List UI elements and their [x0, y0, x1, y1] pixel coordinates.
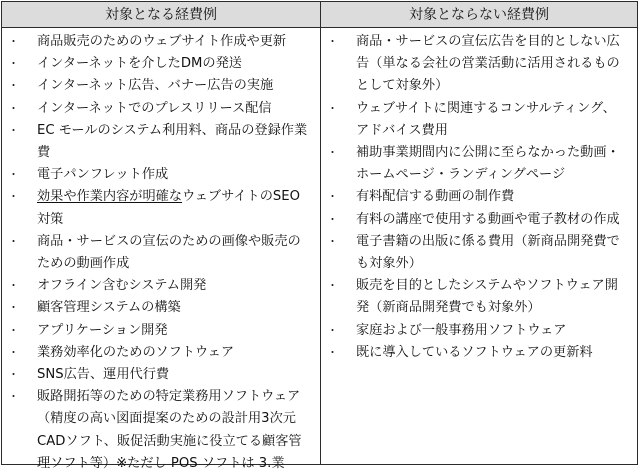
bullet: ・: [327, 279, 338, 293]
list-item: ・ 商品販売のためのウェブサイト作成や更新: [2, 31, 320, 53]
list-item: ・ 商品・サービスの宣伝広告を目的としない広告（単なる会社の営業活動に活用されるものとして対象外）: [321, 31, 637, 98]
header-ineligible: 対象とならない経費例: [321, 2, 637, 28]
list-item: ・ 補助事業期間内に公開に至らなかった動画・ホームページ・ランディングページ: [321, 142, 637, 186]
bullet: ・: [8, 79, 19, 93]
bullet: ・: [8, 168, 19, 182]
bullet: ・: [8, 57, 19, 71]
underlined-text: 効果や作業内容が明確な: [37, 189, 183, 205]
bullet: ・: [327, 323, 338, 337]
list-item: ・ 販売を目的としたシステムやソフトウェア開発（新商品開発費でも対象外）: [321, 275, 637, 319]
list-item: ・ 既に導入しているソフトウェアの更新料: [321, 342, 637, 364]
bullet: ・: [8, 345, 19, 359]
bullet: ・: [8, 123, 19, 137]
bullet: ・: [8, 323, 19, 337]
list-item: ・ 家庭および一般事務用ソフトウェア: [321, 320, 637, 342]
bullet: ・: [327, 345, 338, 359]
list-item: ・ 有料の講座で使用する動画や電子教材の作成: [321, 209, 637, 231]
bullet: ・: [8, 390, 19, 404]
eligible-list: [2, 31, 320, 475]
bullet: ・: [327, 190, 338, 204]
list-item: ・ インターネット広告、バナー広告の実施: [2, 75, 320, 97]
list-item: ・ SNS広告、運用代行費: [2, 364, 320, 386]
bullet: ・: [8, 234, 19, 248]
list-item: ・ ウェブサイトに関連するコンサルティング、アドバイス費用: [321, 98, 637, 142]
list-item: ・ 電子書籍の出版に係る費用（新商品開発費でも対象外）: [321, 231, 637, 275]
bullet: ・: [8, 190, 19, 204]
list-item: ・ 有料配信する動画の制作費: [321, 186, 637, 208]
list-item: ・ 電子パンフレット作成: [2, 164, 320, 186]
list-item: ・ EC モールのシステム利用料、商品の登録作業費: [2, 120, 320, 164]
list-item: ・ 業務効率化のためのソフトウェア: [2, 342, 320, 364]
bullet: ・: [327, 35, 338, 48]
list-item: ・ 顧客管理システムの構築: [2, 297, 320, 319]
list-item: ・ オフライン含むシステム開発: [2, 275, 320, 297]
expense-table: [1, 1, 638, 471]
header-eligible: 対象となる経費例: [2, 2, 320, 28]
bullet: ・: [8, 35, 19, 48]
ineligible-list: [321, 31, 637, 364]
list-item: ・ インターネットを介したDMの発送: [2, 53, 320, 75]
bullet: ・: [8, 301, 19, 315]
list-item: ・ 効果や作業内容が明確なウェブサイトのSEO 対策: [2, 186, 320, 230]
list-item: ・ インターネットでのプレスリリース配信: [2, 98, 320, 120]
bullet: ・: [327, 234, 338, 248]
bullet: ・: [327, 101, 338, 115]
bullet: ・: [327, 146, 338, 160]
list-item: ・ 商品・サービスの宣伝のための画像や販売のための動画作成: [2, 231, 320, 275]
bullet: ・: [327, 212, 338, 226]
list-item: ・ 販路開拓等のための特定業務用ソフトウェア（精度の高い図面提案のための設計用3次元CADソフト、販促活動実施に役立てる顧客管理ソフト等）※ただし POS ソフトは 3.業: [2, 386, 320, 475]
list-item: ・ アプリケーション開発: [2, 320, 320, 342]
bullet: ・: [8, 101, 19, 115]
bullet: ・: [8, 279, 19, 293]
bullet: ・: [8, 368, 19, 382]
